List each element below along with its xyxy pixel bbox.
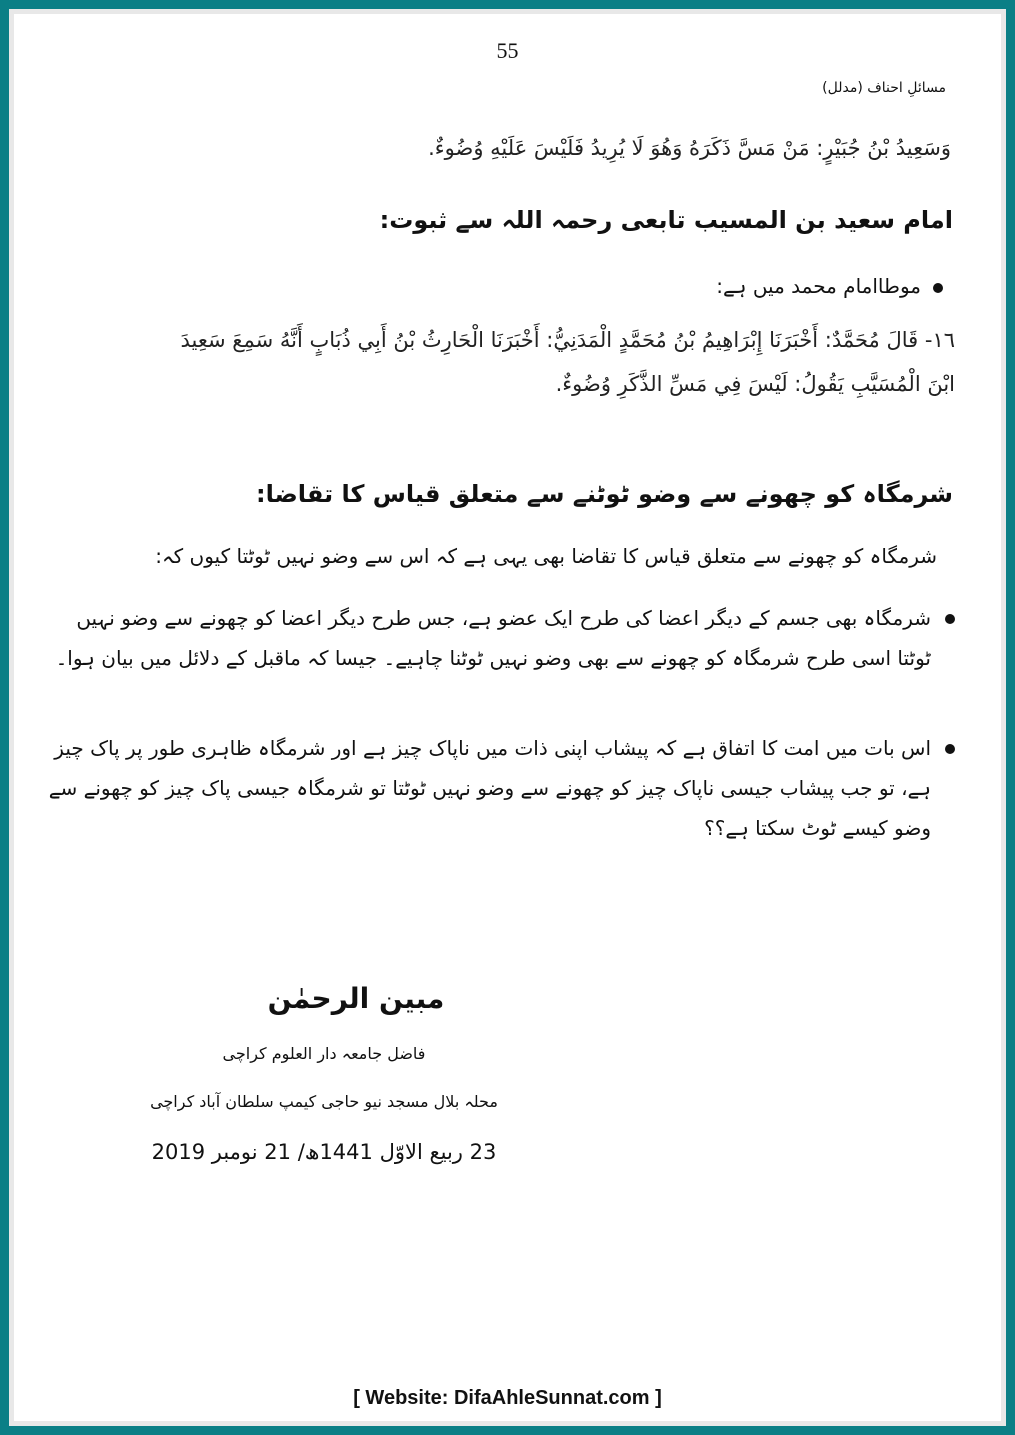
point-2-line-3: وضو کیسے ٹوٹ سکتا ہے؟؟ (704, 816, 931, 840)
heading-1: امام سعید بن المسیب تابعی رحمہ اللہ سے ثبوت: (379, 206, 953, 234)
document-page (14, 14, 1001, 1421)
point-2 (31, 728, 955, 848)
bullet-1-text: موطاامام محمد میں ہے: (716, 274, 921, 298)
bullet-icon (945, 614, 955, 624)
running-head: مسائلِ احناف (مدلل) (822, 80, 946, 96)
arabic-hadith-line-2: ابْنَ الْمُسَيَّبِ يَقُولُ: لَيْسَ فِي مَسِّ الذَّكَرِ وُضُوءٌ. (555, 372, 955, 396)
signature-line-2: محلہ بلال مسجد نیو حاجی کیمپ سلطان آباد کراچی (150, 1092, 498, 1111)
bullet-icon (945, 744, 955, 754)
website-footer: [ Website: DifaAhleSunnat.com ] (353, 1387, 662, 1409)
point-1-line-2: ٹوٹتا اسی طرح شرمگاہ کو چھونے سے بھی وضو نہیں ٹوٹنا چاہیے۔ جیسا کہ ماقبل کے دلائل میں بیان ہوا۔ (55, 646, 931, 670)
signature-name: مبین الرحمٰن (267, 982, 445, 1015)
arabic-hadith-line-1: ١٦- قَالَ مُحَمَّدٌ: أَخْبَرَنَا إِبْرَاهِيمُ بْنُ مُحَمَّدٍ الْمَدَنِيُّ: أَخْبَرَنَا الْحَارِثُ بْنُ أَبِي ذُبَابٍ أَنَّهُ سَمِعَ سَعِيدَ (180, 328, 955, 352)
page-number: 55 (496, 38, 519, 63)
point-1-line-1: شرمگاہ بھی جسم کے دیگر اعضا کی طرح ایک عضو ہے، جس طرح دیگر اعضا کو چھونے سے وضو نہیں (76, 606, 931, 630)
point-2-line-2: ہے، تو جب پیشاب جیسی ناپاک چیز کو چھونے سے وضو نہیں ٹوٹتا تو شرمگاہ جیسی پاک چیز کو چھونے سے (48, 776, 931, 800)
bullet-icon (933, 283, 943, 293)
arabic-quote-1: وَسَعِيدُ بْنُ جُبَيْرٍ: مَنْ مَسَّ ذَكَرَهُ وَهُوَ لَا يُرِيدُ فَلَيْسَ عَلَيْهِ وُضُوءٌ. (428, 136, 951, 160)
point-1 (31, 598, 955, 678)
signature-date: 23 ربیع الاوّل 1441ھ/ 21 نومبر 2019 (151, 1140, 497, 1164)
signature-line-1: فاضل جامعہ دار العلوم کراچی (222, 1044, 426, 1063)
point-2-line-1: اس بات میں امت کا اتفاق ہے کہ پیشاب اپنی ذات میں ناپاک چیز ہے اور شرمگاہ ظاہری طور پر پاک چیز (54, 736, 931, 760)
heading-2: شرمگاہ کو چھونے سے وضو ٹوٹنے سے متعلق قیاس کا تقاضا: (256, 480, 953, 508)
bullet-1 (53, 266, 943, 306)
intro-line: شرمگاہ کو چھونے سے متعلق قیاس کا تقاضا بھی یہی ہے کہ اس سے وضو نہیں ٹوٹتا کیوں کہ: (155, 544, 937, 568)
